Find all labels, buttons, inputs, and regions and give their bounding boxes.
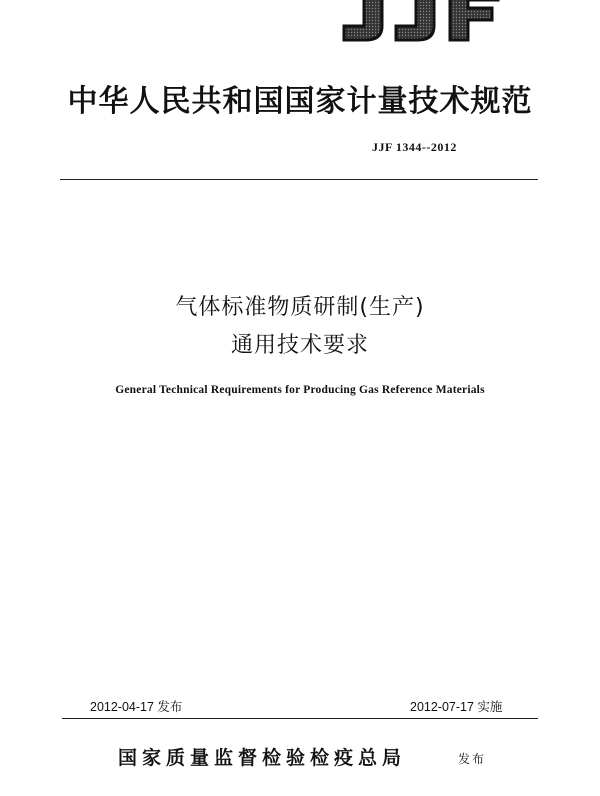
top-divider <box>60 179 538 180</box>
document-title-cn-line1: 气体标准物质研制(生产) <box>175 295 425 320</box>
document-title-en: General Technical Requirements for Producing Gas Reference Materials <box>115 384 485 396</box>
document-number: JJF 1344--2012 <box>372 140 457 154</box>
effective-date: 2012-07-17 实施 <box>410 700 503 714</box>
issue-date: 2012-04-17 发布 <box>90 700 183 714</box>
jjf-logo <box>338 0 508 42</box>
document-title-cn-line2: 通用技术要求 <box>230 333 369 358</box>
bottom-divider <box>62 718 538 719</box>
publisher-name: 国家质量监督检验检疫总局 <box>118 747 407 769</box>
standard-category-title: 中华人民共和国国家计量技术规范 <box>67 84 533 119</box>
publisher-suffix: 发布 <box>458 752 487 766</box>
